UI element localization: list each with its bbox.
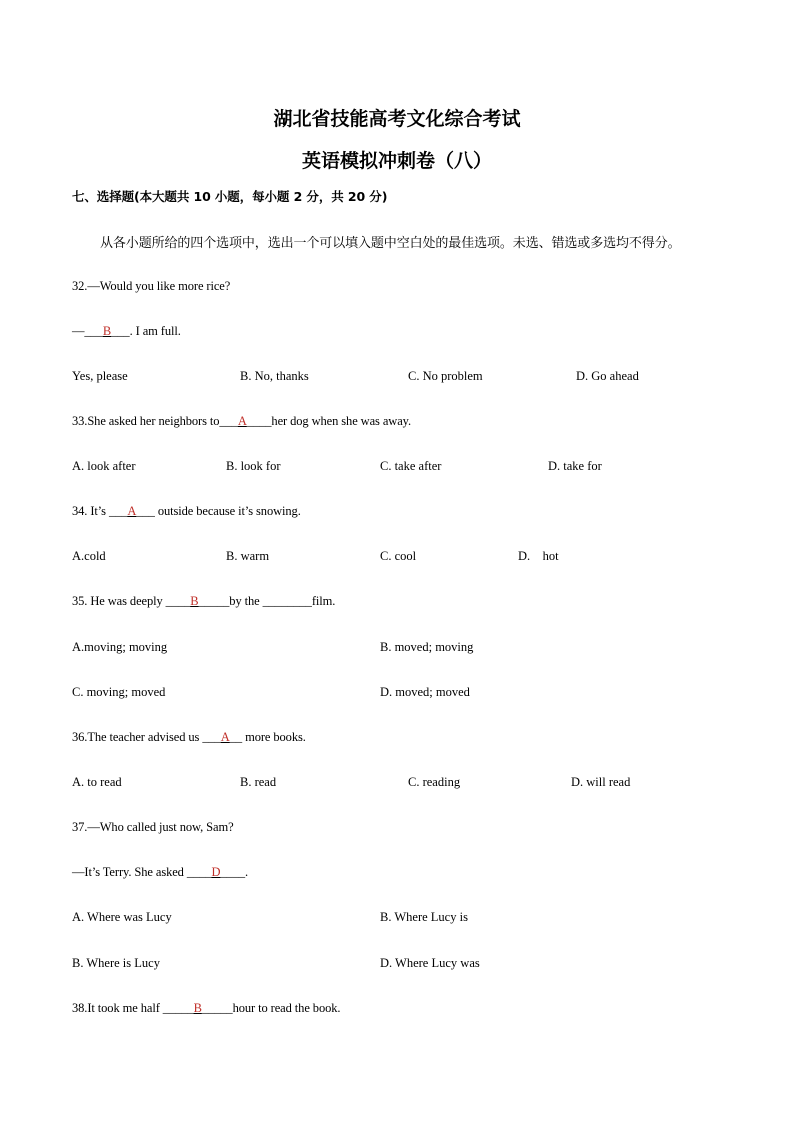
stem-text: hour to read the book.	[232, 1001, 341, 1015]
stem-text: 36.The teacher advised us	[72, 730, 203, 744]
stem-text: 38.It took me half	[72, 1001, 163, 1015]
question-36-option-a: A. to read	[72, 775, 122, 789]
question-32-option-c: C. No problem	[408, 369, 483, 383]
blank: ___	[111, 324, 130, 338]
blank: ___	[202, 730, 221, 744]
question-34-option-b: B. warm	[226, 549, 270, 563]
reply-text: .	[245, 865, 249, 879]
blank: ____	[246, 414, 272, 428]
question-35-option-a: A.moving; moving	[72, 640, 168, 654]
stem-text: by the	[229, 594, 263, 608]
question-35-option-b: B. moved; moving	[380, 640, 474, 654]
blank: ___	[136, 504, 155, 518]
question-33-option-c: C. take after	[380, 459, 442, 473]
question-38-stem	[72, 1001, 340, 1016]
blank: ____	[165, 594, 191, 608]
stem-text: 34. It’s	[72, 504, 109, 518]
question-37-option-a: A. Where was Lucy	[72, 910, 172, 924]
question-34-stem	[72, 504, 301, 519]
question-37-option-c: B. Where is Lucy	[72, 956, 160, 970]
question-37-reply	[72, 865, 248, 880]
section-heading: 七、选择题(本大题共 10 小题，每小题 2 分，共 20 分)	[72, 189, 388, 204]
blank: ___	[108, 504, 128, 518]
question-35-stem	[72, 594, 335, 609]
stem-text: outside because it’s snowing.	[154, 504, 301, 518]
question-36-option-d: D. will read	[571, 775, 631, 789]
blank: ___	[219, 414, 238, 428]
exam-title: 湖北省技能高考文化综合考试	[273, 108, 521, 130]
stem-text: her dog when she was away.	[271, 414, 412, 428]
question-35-option-d: D. moved; moved	[380, 685, 470, 699]
answer-mark: A	[220, 730, 230, 744]
question-33-stem	[72, 414, 411, 429]
question-36-option-c: C. reading	[408, 775, 461, 789]
question-37-stem: 37.—Who called just now, Sam?	[72, 820, 234, 834]
blank: ____	[220, 865, 246, 879]
question-35-option-c: C. moving; moved	[72, 685, 166, 699]
question-36-stem	[72, 730, 306, 745]
question-37-option-b: B. Where Lucy is	[380, 910, 468, 924]
reply-text: . I am full.	[129, 324, 181, 338]
reply-text: —It’s Terry. She asked	[72, 865, 187, 879]
question-36-option-b: B. read	[240, 775, 277, 789]
stem-text: more books.	[242, 730, 306, 744]
stem-text: film.	[311, 594, 336, 608]
answer-mark: B	[102, 324, 112, 338]
blank: ___	[84, 324, 103, 338]
blank: _____	[198, 594, 230, 608]
question-34-option-a: A.cold	[72, 549, 106, 563]
question-34-option-d: D. hot	[518, 549, 559, 563]
question-34-option-c: C. cool	[380, 549, 417, 563]
blank: ________	[262, 594, 312, 608]
question-32-stem: 32.—Would you like more rice?	[72, 279, 231, 293]
answer-mark: B	[193, 1001, 202, 1015]
question-32-option-a: Yes, please	[72, 369, 128, 383]
reply-dash: —	[72, 324, 85, 338]
blank: _____	[201, 1001, 233, 1015]
blank: ____	[186, 865, 212, 879]
question-33-option-d: D. take for	[548, 459, 602, 473]
exam-subtitle: 英语模拟冲刺卷（八）	[301, 150, 492, 172]
question-32-option-d: D. Go ahead	[576, 369, 639, 383]
question-33-option-a: A. look after	[72, 459, 136, 473]
stem-text: 35. He was deeply	[72, 594, 166, 608]
answer-mark: A	[237, 414, 247, 428]
stem-text: 33.She asked her neighbors to	[72, 414, 220, 428]
section-instruction: 从各小题所给的四个选项中，选出一个可以填入题中空白处的最佳选项。未选、错选或多选均不得分。	[100, 236, 681, 251]
question-37-option-d: D. Where Lucy was	[380, 956, 480, 970]
answer-mark: D	[211, 865, 221, 879]
question-32-option-b: B. No, thanks	[240, 369, 309, 383]
answer-mark: B	[190, 594, 199, 608]
blank: _____	[162, 1001, 194, 1015]
question-32-reply	[72, 324, 181, 339]
answer-mark: A	[127, 504, 137, 518]
question-33-option-b: B. look for	[226, 459, 281, 473]
blank: __	[229, 730, 243, 744]
